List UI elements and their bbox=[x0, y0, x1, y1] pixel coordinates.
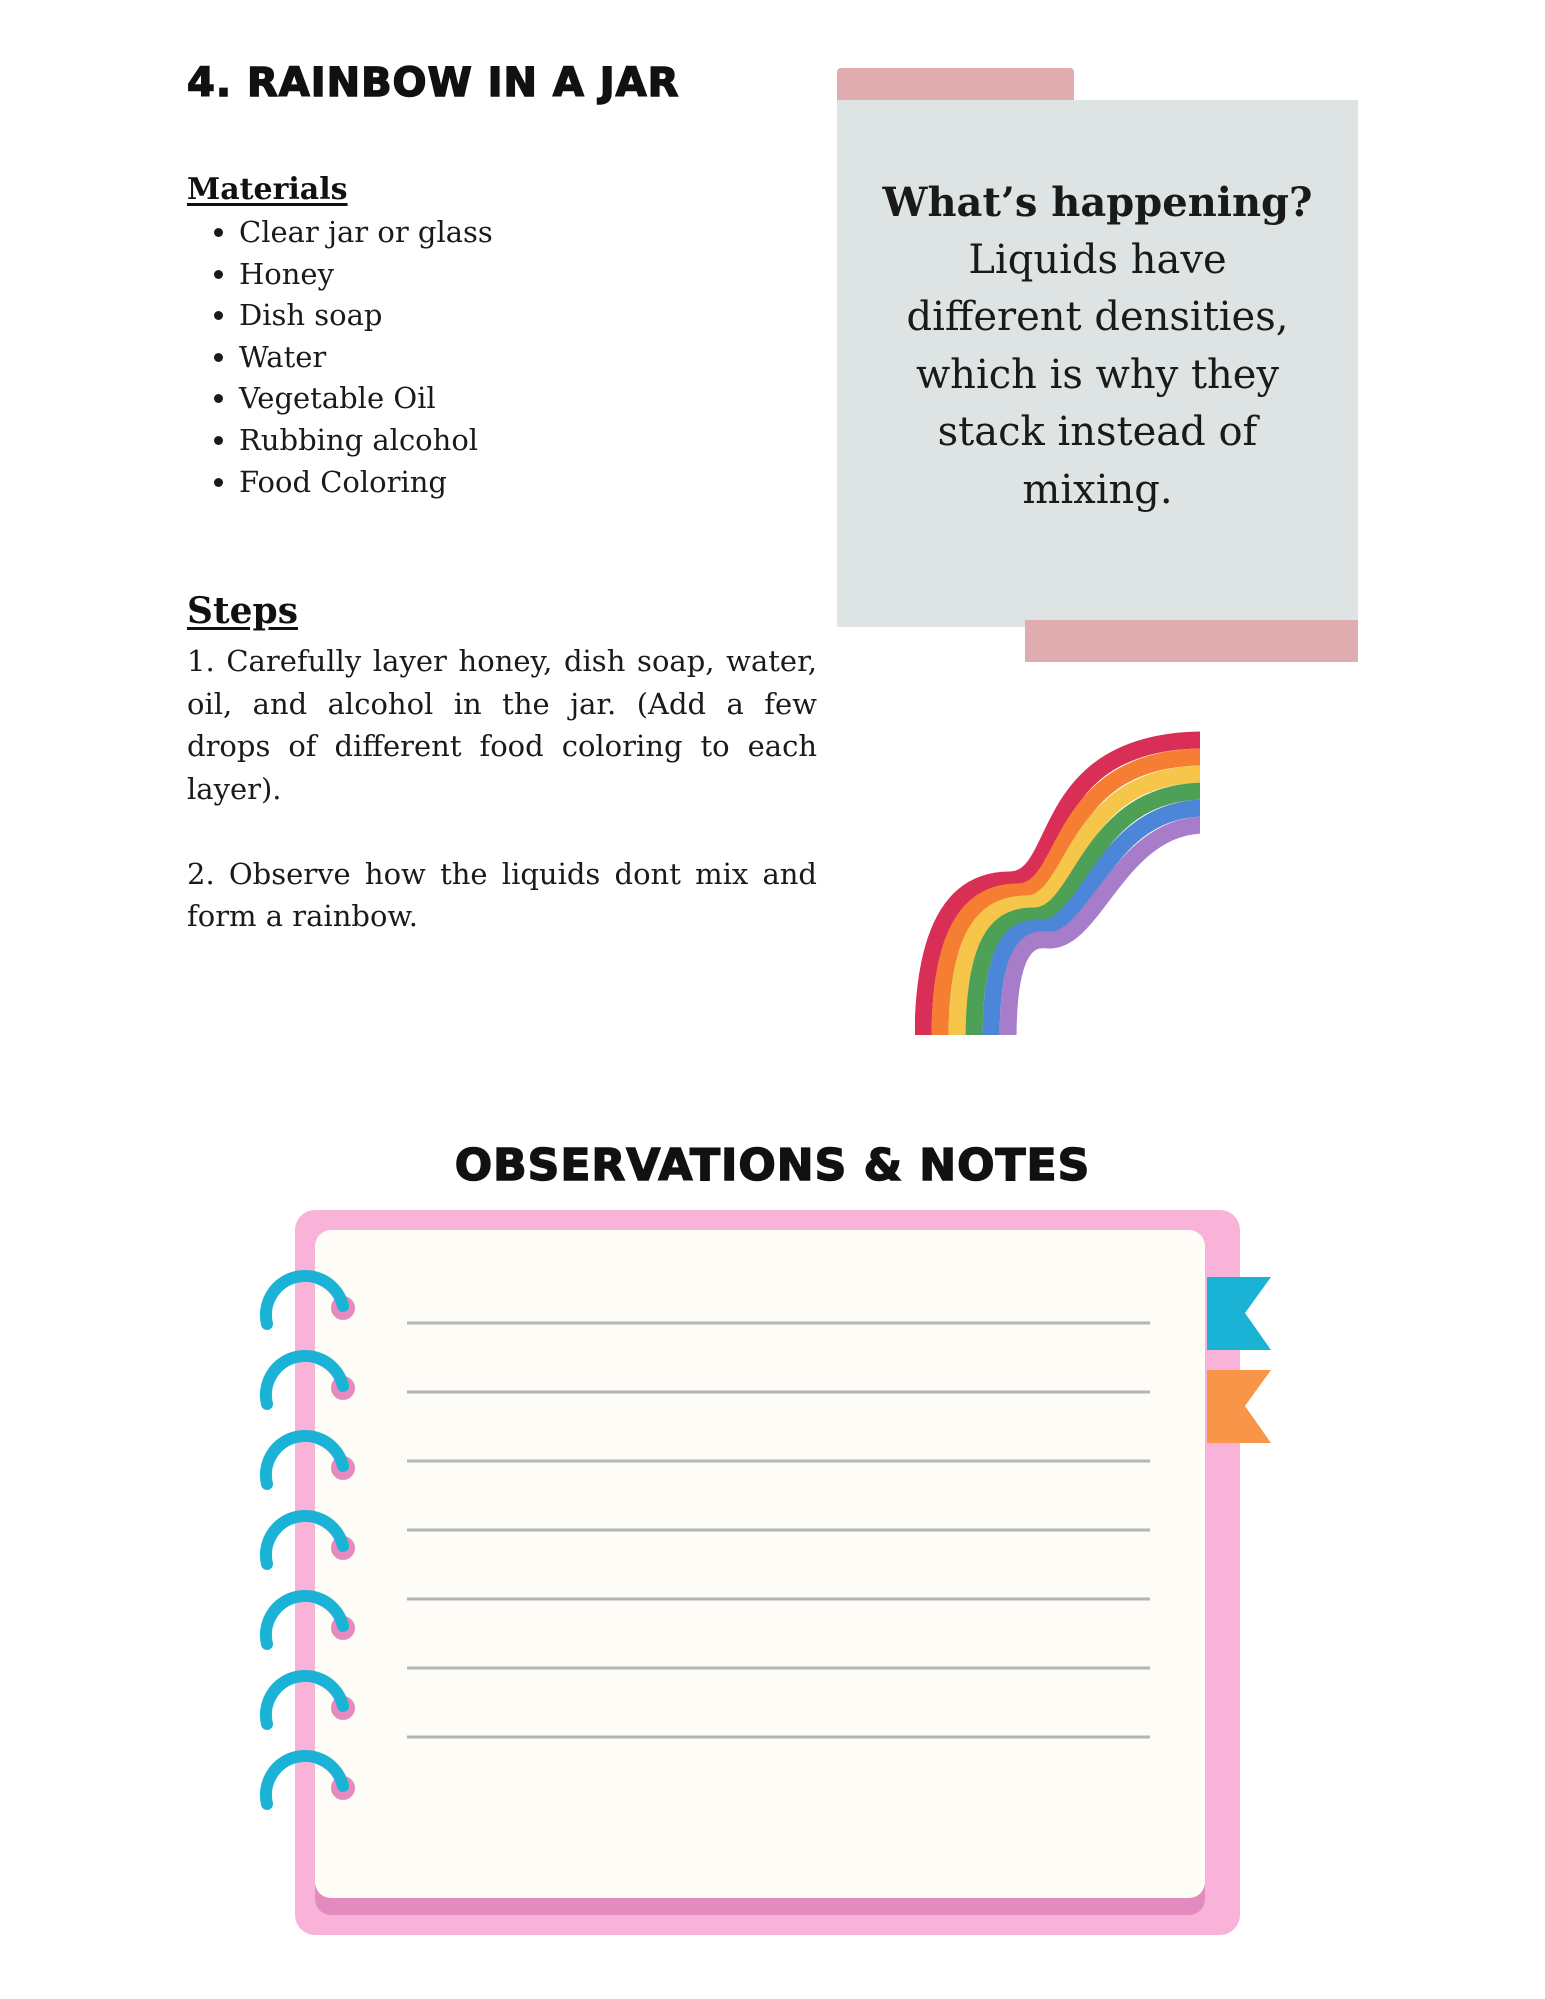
bookmark-ribbon-orange bbox=[1207, 1370, 1271, 1443]
materials-item: • Water bbox=[239, 337, 493, 379]
notebook-page bbox=[315, 1230, 1205, 1898]
materials-item: • Clear jar or glass bbox=[239, 212, 493, 254]
rainbow-illustration bbox=[915, 730, 1205, 1035]
materials-item: • Food Coloring bbox=[239, 462, 493, 504]
step-item: 1. Carefully layer honey, dish soap, water, oil, and alcohol in the jar. (Add a few drops of different food coloring to each layer). bbox=[187, 644, 817, 806]
bookmark-ribbon-blue bbox=[1207, 1277, 1271, 1350]
notebook-illustration bbox=[255, 1205, 1285, 1945]
page-title: 4. RAINBOW IN A JAR bbox=[187, 60, 680, 106]
notes-title: OBSERVATIONS & NOTES bbox=[454, 1140, 1091, 1191]
whats-happening-callout bbox=[837, 100, 1358, 627]
step-item: 2. Observe how the liquids dont mix and form a rainbow. bbox=[187, 856, 817, 933]
materials-item: • Honey bbox=[239, 254, 493, 296]
callout-title: What’s happening? bbox=[882, 179, 1313, 226]
steps-heading: Steps bbox=[187, 590, 298, 632]
materials-item: • Vegetable Oil bbox=[239, 378, 493, 420]
tape-bottom-decoration bbox=[1025, 620, 1358, 662]
steps-list bbox=[187, 640, 817, 980]
callout-body: Liquids have different densities, which is why they stack instead of mixing. bbox=[906, 236, 1289, 513]
materials-list bbox=[187, 212, 493, 503]
materials-item: • Rubbing alcohol bbox=[239, 420, 493, 462]
materials-item: • Dish soap bbox=[239, 295, 493, 337]
materials-heading: Materials bbox=[187, 172, 348, 207]
